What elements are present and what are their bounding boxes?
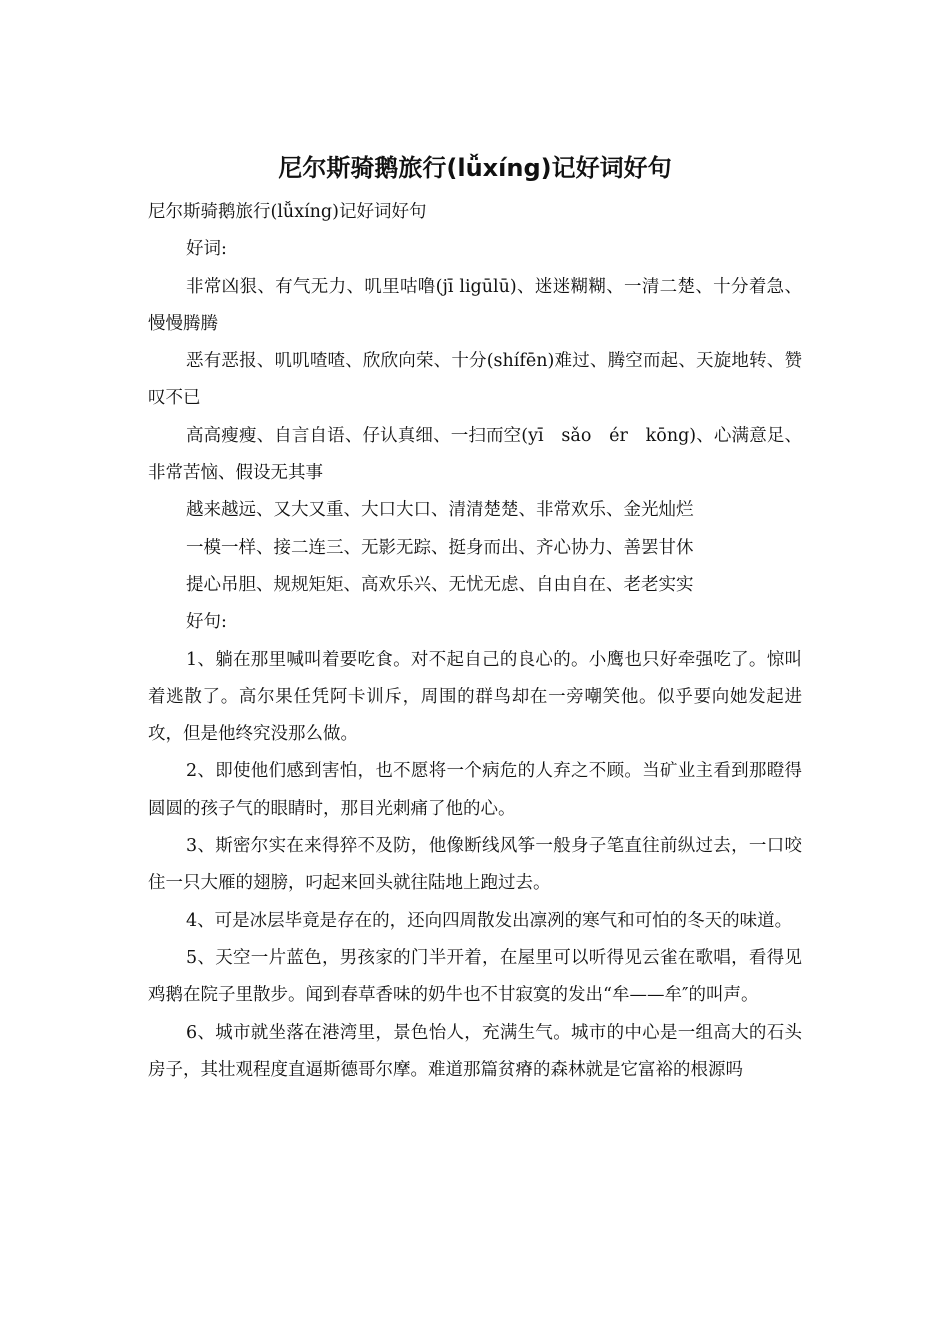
sentence-1: 1、躺在那里喊叫着要吃食。对不起自己的良心的。小鹰也只好牵强吃了。惊叫着逃散了。高尔果任凭阿卡训斥，周围的群鸟却在一旁嘲笑他。似乎要向她发起进攻，但是他终究没那么做。 (148, 649, 802, 745)
document-subtitle: 尼尔斯骑鹅旅行(lǚxíng)记好词好句 (148, 202, 427, 222)
sentence-2: 2、即使他们感到害怕，也不愿将一个病危的人弃之不顾。当矿业主看到那瞪得圆圆的孩子气的眼睛时，那目光刺痛了他的心。 (148, 761, 802, 819)
sentence-5: 5、天空一片蓝色，男孩家的门半开着，在屋里可以听得见云雀在歌唱，看得见鸡鹅在院子里散步。闻到春草香味的奶牛也不甘寂寞的发出“牟——牟″的叫声。 (148, 947, 802, 1006)
word-group-1: 非常凶狠、有气无力、叽里咕噜(jī ligūlū)、迷迷糊糊、一清二楚、十分着急、慢慢腾腾 (148, 276, 802, 334)
sentence-4: 4、可是冰层毕竟是存在的，还向四周散发出凛冽的寒气和可怕的冬天的味道。 (186, 910, 793, 931)
word-group-4: 越来越远、又大又重、大口大口、清清楚楚、非常欢乐、金光灿烂 (186, 500, 694, 521)
words-heading: 好词: (186, 239, 227, 260)
document-title: 尼尔斯骑鹅旅行(lǚxíng)记好词好句 (278, 154, 672, 182)
sentence-3: 3、斯密尔实在来得猝不及防，他像断线风筝一般身子笔直往前纵过去，一口咬住一只大雁的翅膀，叼起来回头就往陆地上跑过去。 (148, 836, 802, 894)
document-body (148, 194, 802, 1089)
sentences-heading: 好句: (186, 612, 227, 633)
sentence-6: 6、城市就坐落在港湾里，景色怡人，充满生气。城市的中心是一组高大的石头房子，其壮观程度直逼斯德哥尔摩。难道那篇贫瘠的森林就是它富裕的根源吗 (148, 1022, 802, 1080)
word-group-3: 高高瘦瘦、自言自语、仔认真细、一扫而空(yī sǎo ér kōng)、心满意足、非常苦恼、假设无其事 (148, 425, 802, 484)
word-group-6: 提心吊胆、规规矩矩、高欢乐兴、无忧无虑、自由自在、老老实实 (186, 574, 694, 595)
word-group-2: 恶有恶报、叽叽喳喳、欣欣向荣、十分(shífēn)难过、腾空而起、天旋地转、赞叹不已 (148, 351, 802, 409)
word-group-5: 一模一样、接二连三、无影无踪、挺身而出、齐心协力、善罢甘休 (186, 537, 694, 558)
